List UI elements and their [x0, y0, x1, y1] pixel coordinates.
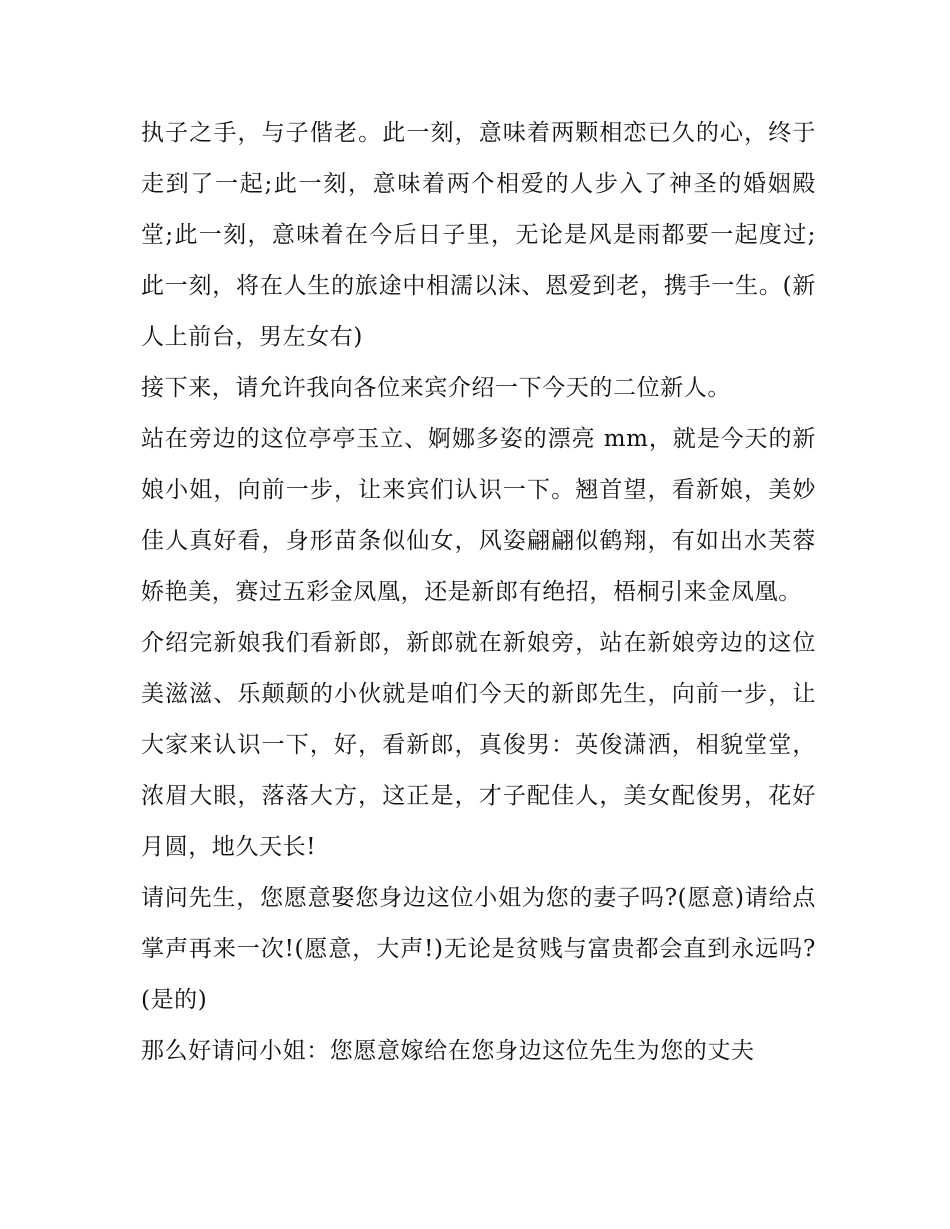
paragraph-introduce-couple: 接下来，请允许我向各位来宾介绍一下今天的二位新人。 [141, 375, 731, 401]
paragraph-bride-vow-question: 那么好请问小姐：您愿意嫁给在您身边这位先生为您的丈夫 [141, 1038, 755, 1064]
paragraph-groom-vow-question: 请问先生，您愿意娶您身边这位小姐为您的妻子吗?(愿意)请给点掌声再来一次!(愿意，大声!)无论是贫贱与富贵都会直到永远吗?(是的) [141, 885, 816, 1013]
paragraph-groom-introduction: 介绍完新娘我们看新郎，新郎就在新娘旁，站在新娘旁边的这位美滋滋、乐颠颠的小伙就是咱们今天的新郎先生，向前一步，让大家来认识一下，好，看新郎，真俊男：英俊潇洒，相貌堂堂，浓眉大眼，落落大方，这正是，才子配佳人，美女配俊男，花好月圆，地久天长! [141, 630, 816, 860]
paragraph-vows-intro: 执子之手，与子偕老。此一刻，意味着两颗相恋已久的心，终于走到了一起;此一刻，意味着两个相爱的人步入了神圣的婚姻殿堂;此一刻，意味着在今后日子里，无论是风是雨都要一起度过;此一刻，将在人生的旅途中相濡以沫、恩爱到老，携手一生。(新人上前台，男左女右) [141, 120, 816, 350]
document-body [141, 108, 816, 1077]
paragraph-bride-introduction: 站在旁边的这位亭亭玉立、婀娜多姿的漂亮 mm，就是今天的新娘小姐，向前一步，让来宾们认识一下。翘首望，看新娘，美妙佳人真好看，身形苗条似仙女，风姿翩翩似鹤翔，有如出水芙蓉娇艳美，赛过五彩金凤凰，还是新郎有绝招，梧桐引来金凤凰。 [141, 426, 816, 605]
